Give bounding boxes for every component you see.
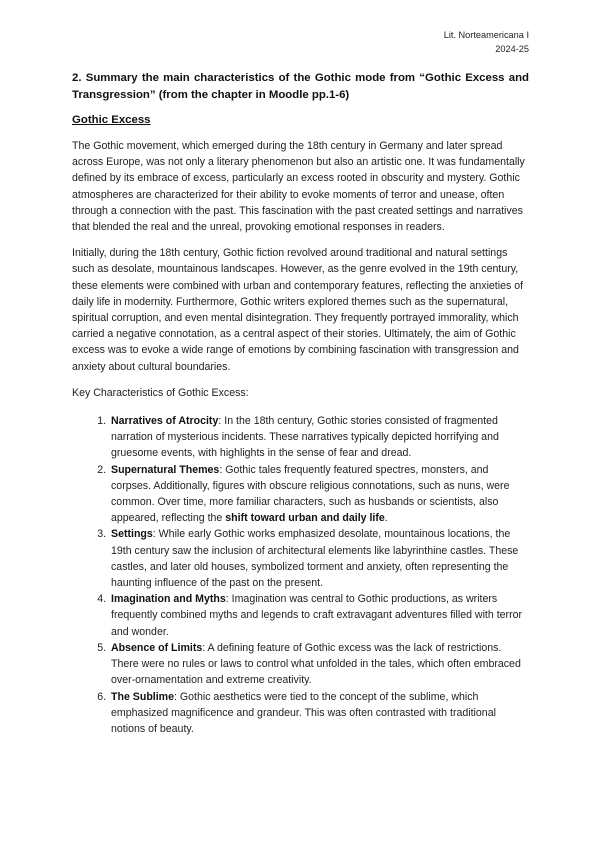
question-heading: 2. Summary the main characteristics of the Gothic mode from “Gothic Excess and Transgression” (from the chapter in Moodle pp.1-6)	[72, 72, 529, 101]
item-label: Imagination and Myths	[111, 593, 226, 606]
list-item	[109, 526, 529, 591]
paragraph: Initially, during the 18th century, Gothic fiction revolved around traditional and natural settings such as desolate, mountainous landscapes. However, as the genre evolved in the 19th century, these elements were combined with urban and contemporary features, reflecting the anxieties of daily life in modernity. Furthermore, Gothic writers explored themes such as the supernatural, spiritual corruption, and even mental disintegration. They frequently portrayed immorality, which carried a negative connotation, as a central aspect of their stories. Ultimately, the aim of Gothic excess was to evoke a wide range of emotions by combining fascination with transgression and anxiety about cultural boundaries.	[72, 247, 524, 373]
list-item	[109, 640, 529, 689]
list-item	[109, 591, 529, 640]
course-name: Lit. Norteamericana I	[443, 30, 529, 40]
item-label: Narratives of Atrocity	[111, 415, 219, 428]
item-text: : In the 18th century, Gothic stories consisted of fragmented narration of mysterious incidents. These narratives typically depicted horrifying and gruesome events, with highlights in the sense of fear and dread.	[111, 415, 499, 460]
page-header	[72, 28, 529, 56]
list-item	[109, 462, 529, 527]
list-item	[109, 413, 529, 462]
academic-year: 2024-25	[495, 44, 529, 54]
item-text: : Imagination was central to Gothic productions, as writers frequently combined myths and legends to craft extravagant adventures filled with terror and wonder.	[111, 593, 523, 638]
item-emphasis: shift toward urban and daily life	[225, 512, 385, 525]
characteristics-list	[72, 413, 529, 737]
item-label: Absence of Limits	[111, 641, 203, 654]
paragraph: The Gothic movement, which emerged during the 18th century in Germany and later spread across Europe, was not only a literary phenomenon but also an artistic one. It was fundamentally defined by its embrace of excess, particularly an excess rooted in obscurity and mystery. Gothic atmospheres are characterized for their ability to evoke moments of terror and unease, often through a connection with the past. This fascination with the past created settings and narratives that blended the real and the unreal, provoking emotional responses in readers.	[72, 140, 525, 234]
item-text: : Gothic tales frequently featured spectres, monsters, and corpses. Additionally, figures with obscure religious connotations, such as nuns, were common. Over time, more familiar characters, such as husbands or scientists, also appeared, reflecting the	[111, 463, 510, 525]
list-item	[109, 689, 529, 738]
item-label: Settings	[111, 528, 153, 541]
document-page	[72, 28, 529, 737]
item-text: : While early Gothic works emphasized desolate, mountainous locations, the 19th century saw the inclusion of architectural elements like labyrinthine castles. These castles, and later old houses, symbolized torment and anxiety, often representing the haunting influence of the past on the present.	[111, 528, 519, 590]
section-title: Gothic Excess	[72, 114, 151, 126]
item-label: The Sublime	[111, 690, 174, 703]
list-intro: Key Characteristics of Gothic Excess:	[72, 386, 249, 399]
item-label: Supernatural Themes	[111, 463, 220, 476]
item-text: : A defining feature of Gothic excess was the lack of restrictions. There were no rules or laws to control what unfolded in the tales, which often embraced over-ornamentation and extreme creativity.	[111, 641, 521, 687]
item-text: : Gothic aesthetics were tied to the concept of the sublime, which emphasized magnificence and grandeur. This was often contrasted with traditional notions of beauty.	[111, 690, 496, 735]
item-tail: .	[384, 512, 388, 525]
